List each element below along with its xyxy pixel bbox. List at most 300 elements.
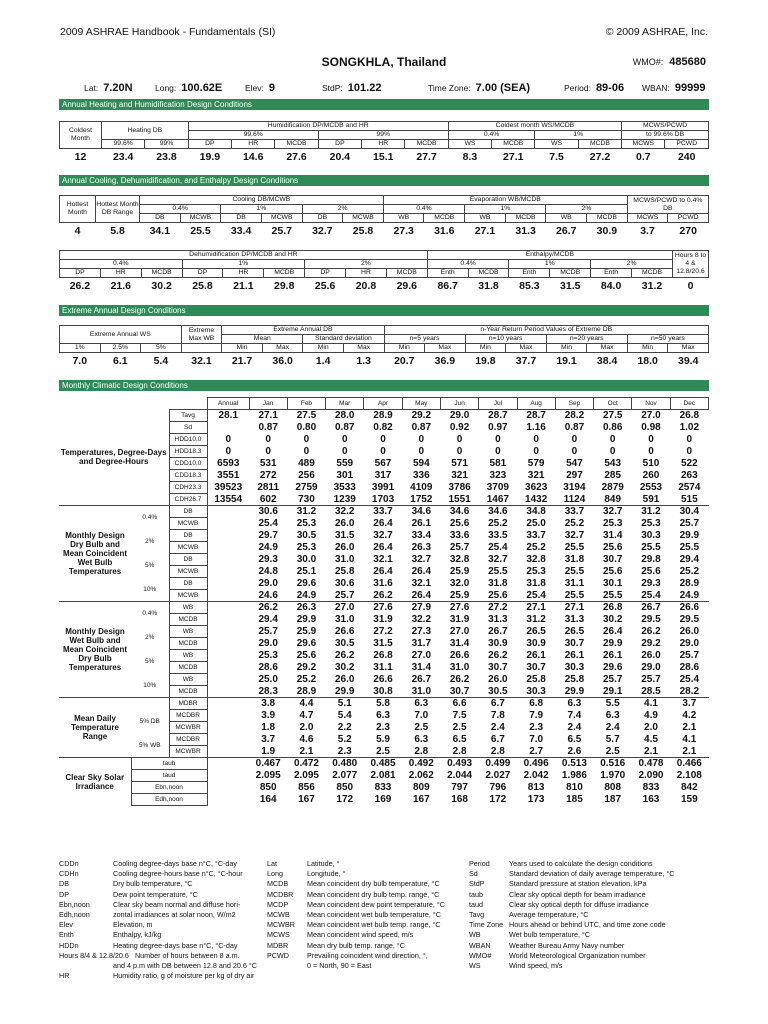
blank xyxy=(207,518,249,530)
monthly-value: 0.87 xyxy=(411,422,432,433)
blank xyxy=(207,674,249,686)
wetbulb-row xyxy=(59,602,709,614)
heating-table xyxy=(59,121,709,166)
hcol: Heating DB xyxy=(102,122,189,140)
monthly-value: 2574 xyxy=(678,482,701,493)
hcol: 0.4% xyxy=(60,260,183,269)
subheader-cell: MCDB xyxy=(264,269,305,278)
monthly-value: 26.3 xyxy=(411,542,432,553)
blank xyxy=(207,530,249,542)
monthly-value: 25.4 xyxy=(679,674,700,685)
annual-value: 0 xyxy=(225,434,232,445)
monthly-value: 547 xyxy=(566,458,583,469)
blank xyxy=(207,734,249,746)
monthly-value: 26.2 xyxy=(335,650,355,661)
legend-description: Weather Bureau Army Navy number xyxy=(509,940,625,950)
value-cell: 36.0 xyxy=(272,355,293,367)
monthly-value: 531 xyxy=(259,458,277,469)
monthly-value: 159 xyxy=(680,794,698,805)
monthly-value: 27.1 xyxy=(526,602,546,614)
monthly-value: 31.2 xyxy=(526,614,546,625)
subheader-cell: 5% xyxy=(141,344,182,353)
subheader-cell: MCDB xyxy=(505,214,546,223)
monthly-value: 26.0 xyxy=(335,674,355,685)
monthly-value: 26.3 xyxy=(296,602,317,614)
value-cell: 27.6 xyxy=(286,151,307,163)
blank xyxy=(207,506,249,518)
row-label: taub xyxy=(131,758,207,770)
legend-key: taub xyxy=(469,889,483,899)
legend-key: Time Zone xyxy=(469,920,504,930)
monthly-value: 28.7 xyxy=(526,410,546,422)
legend-entry xyxy=(59,859,257,869)
blank xyxy=(207,602,249,614)
monthly-value: 0 xyxy=(380,434,386,445)
row-label: Ebn,noon xyxy=(131,782,207,794)
legend-description: Wind speed, m/s xyxy=(509,961,563,971)
monthly-value: 25.6 xyxy=(602,566,623,577)
percentile-header: 2% xyxy=(546,205,627,214)
monthly-value: 25.9 xyxy=(449,566,470,577)
range-row xyxy=(59,698,709,710)
monthly-value: 321 xyxy=(451,470,468,481)
monthly-value: 1432 xyxy=(525,493,548,505)
monthly-value: 26.1 xyxy=(564,650,585,661)
period: Period: 89-06 xyxy=(564,82,625,94)
monthly-value: 809 xyxy=(412,782,430,793)
legend-key: Lat xyxy=(267,859,277,868)
monthly-value: 29.0 xyxy=(258,638,278,649)
legend-key: Edh,noon xyxy=(59,910,90,920)
monthly-value: 0 xyxy=(609,434,616,445)
monthly-value: 850 xyxy=(259,782,277,793)
monthly-value: 0.485 xyxy=(370,758,396,770)
drybulb-row xyxy=(59,578,709,590)
wetbulb-row xyxy=(59,650,709,662)
monthly-value: 32.7 xyxy=(564,530,585,541)
subheader-cell: Max xyxy=(262,344,303,353)
monthly-value: 0 xyxy=(456,434,463,445)
monthly-value: 31.3 xyxy=(488,614,508,625)
row-label: DB xyxy=(169,506,207,518)
monthly-value: 25.7 xyxy=(641,674,661,685)
value-cell: 37.7 xyxy=(515,355,537,367)
value-cell: 32.1 xyxy=(191,355,212,367)
annual-value: 6593 xyxy=(217,458,240,469)
value-cell: 27.3 xyxy=(393,225,414,237)
monthly-value: 30.3 xyxy=(526,685,546,697)
hcol: Coldest month WS/MCDB xyxy=(448,122,621,131)
subheader-cell: MCDB xyxy=(578,140,621,149)
subheader-cell: Min xyxy=(546,344,587,353)
hcol: 1% xyxy=(182,260,305,269)
monthly-value: 25.3 xyxy=(602,518,623,529)
monthly-value: 26.4 xyxy=(373,566,393,577)
subheader-cell: DB xyxy=(140,214,181,223)
monthly-value: 31.2 xyxy=(296,506,317,518)
subheader-cell: Max xyxy=(587,344,628,353)
percentile-label: 5% WB xyxy=(138,741,161,749)
monthly-value: 26.1 xyxy=(411,518,432,529)
monthly-value: 1.986 xyxy=(561,770,587,781)
monthly-value: 797 xyxy=(451,782,468,793)
value-cell: 0 xyxy=(687,280,694,292)
monthly-value: 30.7 xyxy=(564,638,585,649)
monthly-value: 25.4 xyxy=(526,589,546,601)
subheader-cell: PCWD xyxy=(665,140,709,149)
monthly-value: 0.97 xyxy=(488,422,508,433)
monthly-value: 297 xyxy=(566,470,583,481)
value-cell: 240 xyxy=(677,151,696,163)
monthly-value: 27.6 xyxy=(449,602,470,614)
monthly-value: 26.7 xyxy=(488,626,508,637)
monthly-value: 172 xyxy=(489,794,507,805)
legend-entry xyxy=(469,941,675,951)
legend-entry xyxy=(59,930,257,940)
legend-key: HR xyxy=(59,971,70,981)
monthly-value: 522 xyxy=(680,458,698,469)
month-label: Jul xyxy=(479,398,517,410)
subheader-cell: 2.5% xyxy=(100,344,141,353)
monthly-value: 29.2 xyxy=(296,662,317,673)
hcol: Extreme Max WB xyxy=(181,326,222,344)
subheader-cell: Min xyxy=(384,344,425,353)
hcol: Evaporation WB/MCDB xyxy=(383,196,627,205)
monthly-value: 1551 xyxy=(448,493,471,505)
dehum-table xyxy=(59,250,709,295)
legend-entry xyxy=(267,900,445,910)
monthly-value: 26.2 xyxy=(449,674,470,685)
value-cell: 26.7 xyxy=(556,225,577,237)
monthly-value: 321 xyxy=(527,470,545,481)
monthly-value: 29.8 xyxy=(641,554,661,565)
monthly-value: 1.9 xyxy=(261,745,276,757)
month-label: May xyxy=(402,398,440,410)
monthly-value: 6.7 xyxy=(490,698,505,710)
monthly-value: 26.0 xyxy=(679,626,700,637)
monthly-value: 26.8 xyxy=(602,602,623,614)
monthly-value: 0.499 xyxy=(485,758,511,770)
subheader-cell: WS xyxy=(535,140,578,149)
monthly-value: 26.4 xyxy=(411,589,432,601)
monthly-value: 813 xyxy=(527,782,545,793)
value-cell: 19.9 xyxy=(199,151,221,163)
monthly-value: 27.5 xyxy=(296,410,317,422)
blank xyxy=(207,590,249,602)
monthly-value: 27.0 xyxy=(335,602,355,614)
monthly-value: 0.472 xyxy=(293,758,319,770)
legend-description: Wet bulb temperature, °C xyxy=(509,930,591,940)
legend-description: Clear sky optical depth for diffuse irradiance xyxy=(509,899,649,909)
monthly-value: 29.9 xyxy=(335,685,355,697)
monthly-value: 2.5 xyxy=(414,722,429,733)
hcol: Enthalpy/MCDB xyxy=(427,251,672,260)
monthly-value: 0 xyxy=(571,446,578,457)
blank xyxy=(59,398,207,410)
monthly-value: 1239 xyxy=(333,493,356,505)
lat: Lat: 7.20N xyxy=(84,82,133,94)
value-cell: 20.8 xyxy=(355,280,377,292)
subheader-cell: DP xyxy=(60,269,101,278)
row-label: taud xyxy=(131,770,207,782)
monthly-value: 30.2 xyxy=(602,614,623,625)
monthly-value: 2.3 xyxy=(376,722,390,733)
row-label: WB xyxy=(169,650,207,662)
legend-description: Clear sky optical depth for beam irradiance xyxy=(509,889,646,899)
monthly-value: 25.7 xyxy=(679,518,700,529)
monthly-value: 28.9 xyxy=(373,410,393,422)
monthly-value: 1703 xyxy=(371,493,395,505)
monthly-value: 260 xyxy=(642,470,660,481)
monthly-value: 730 xyxy=(298,493,315,505)
subheader-cell: HR xyxy=(223,269,264,278)
subheader-cell: 99% xyxy=(145,140,188,149)
hcol: 1% xyxy=(535,131,622,140)
monthly-value: 27.1 xyxy=(564,602,585,614)
monthly-value: 25.1 xyxy=(296,566,317,577)
subheader-cell: DB xyxy=(302,214,343,223)
blank xyxy=(207,710,249,722)
percentile-header: 0.4% xyxy=(383,205,464,214)
hcol: Dehumidification DP/MCDB and HR xyxy=(60,251,428,260)
legend-key: WBAN xyxy=(469,940,491,950)
monthly-value: 27.9 xyxy=(411,602,432,614)
monthly-value: 29.6 xyxy=(602,662,623,673)
dehum-subheaders xyxy=(60,269,709,278)
monthly-value: 30.9 xyxy=(526,638,546,649)
row-label: MCDBR xyxy=(169,710,207,722)
monthly-value: 6.8 xyxy=(529,698,544,710)
monthly-value: 4109 xyxy=(410,482,433,493)
monthly-value: 3.9 xyxy=(261,710,276,721)
monthly-value: 31.7 xyxy=(411,638,432,649)
monthly-value: 31.0 xyxy=(335,554,355,565)
monthly-value: 510 xyxy=(642,458,660,469)
monthly-value: 2.042 xyxy=(523,770,549,781)
blank xyxy=(207,686,249,698)
hcol: Extreme Annual WS xyxy=(60,326,182,344)
subheader-cell: Min xyxy=(465,344,506,353)
monthly-value: 301 xyxy=(336,470,354,481)
legend-description: Mean coincident wet bulb temperature, °C xyxy=(307,910,441,920)
value-cell: 27.1 xyxy=(503,151,524,163)
value-cell: 1.3 xyxy=(356,355,372,367)
monthly-value: 6.3 xyxy=(414,698,429,710)
monthly-value: 856 xyxy=(298,782,315,793)
drybulb-group-label: Monthly Design Dry Bulb and Mean Coincident Wet Bulb Temperatures xyxy=(62,531,127,576)
legend-description: Clear sky beam normal and diffuse hori- xyxy=(113,899,241,909)
monthly-value: 0.480 xyxy=(332,758,358,770)
blank xyxy=(207,554,249,566)
monthly-section-bar: Monthly Climatic Design Conditions xyxy=(59,380,709,391)
subheader-cell: HR xyxy=(362,140,405,149)
value-cell: 4 xyxy=(74,225,81,237)
legend-entry xyxy=(59,920,257,930)
copyright: © 2009 ASHRAE, Inc. xyxy=(605,26,708,38)
value-cell: 36.9 xyxy=(434,355,456,367)
legend-key: CDDn xyxy=(59,859,79,868)
monthly-table xyxy=(59,397,709,806)
monthly-value: 25.8 xyxy=(564,674,585,685)
value-cell: 31.6 xyxy=(434,225,455,237)
annual-value: 28.1 xyxy=(218,410,239,422)
monthly-value: 172 xyxy=(336,794,354,805)
monthly-value: 26.4 xyxy=(411,566,432,577)
monthly-value: 833 xyxy=(642,782,660,793)
value-cell: 39.4 xyxy=(678,355,699,367)
percentile-label: 0.4% xyxy=(142,514,158,522)
legend-description: Enthalpy, kJ/kg xyxy=(113,930,162,940)
monthly-value: 2.062 xyxy=(408,770,434,781)
row-label: MDBR xyxy=(169,698,207,710)
monthly-value: 0 xyxy=(648,434,654,445)
row-label: CDH23.3 xyxy=(169,482,207,494)
blank xyxy=(207,794,249,806)
monthly-value: 796 xyxy=(489,782,507,793)
hcol: Cooling DB/MCWB xyxy=(140,196,384,205)
solar-group-label: Clear Sky Solar Irradiance xyxy=(65,772,125,791)
monthly-value: 842 xyxy=(680,782,698,793)
monthly-value: 28.7 xyxy=(488,410,508,422)
cooling-values xyxy=(60,223,709,241)
monthly-value: 31.0 xyxy=(449,662,470,673)
monthly-value: 0.92 xyxy=(449,422,470,433)
value-cell: 8.3 xyxy=(462,151,478,163)
month-label: Aug xyxy=(517,398,555,410)
monthly-value: 27.0 xyxy=(449,626,470,637)
legend-description: Years used to calculate the design conditions xyxy=(509,859,653,868)
monthly-value: 285 xyxy=(604,470,622,481)
monthly-value: 6.5 xyxy=(567,734,582,745)
monthly-value: 167 xyxy=(298,794,315,805)
monthly-value: 26.4 xyxy=(602,626,623,637)
legend-entry xyxy=(267,869,445,879)
monthly-value: 25.2 xyxy=(679,566,700,577)
subheader-cell: Min xyxy=(627,344,668,353)
monthly-value: 0.80 xyxy=(296,422,317,433)
legend-entry xyxy=(59,961,257,971)
monthly-value: 30.5 xyxy=(296,530,317,541)
monthly-value: 31.8 xyxy=(488,578,508,589)
legend-key: MCDBR xyxy=(267,889,294,899)
legend-entry xyxy=(267,910,445,920)
value-cell: 270 xyxy=(679,225,697,237)
value-cell: 31.5 xyxy=(560,280,581,292)
legend-key: WS xyxy=(469,961,481,971)
blank xyxy=(207,746,249,758)
monthly-value: 833 xyxy=(374,782,392,793)
subheader-cell: WB xyxy=(465,214,506,223)
month-label: Feb xyxy=(287,398,325,410)
monthly-value: 24.6 xyxy=(258,589,278,601)
monthly-value: 5.5 xyxy=(605,698,620,710)
legend-key xyxy=(59,961,113,971)
blank xyxy=(207,650,249,662)
monthly-value: 4.2 xyxy=(682,710,697,721)
hcol: Humidification DP/MCDB and HR xyxy=(188,122,448,131)
monthly-value: 2.044 xyxy=(447,770,473,781)
monthly-value: 808 xyxy=(604,782,622,793)
monthly-value: 6.3 xyxy=(567,698,582,710)
month-label: Jan xyxy=(249,398,287,410)
hcol: n=10 years xyxy=(465,335,546,344)
monthly-value: 30.2 xyxy=(335,662,355,673)
hcol: n-Year Return Period Values of Extreme DB xyxy=(384,326,709,335)
legend-key: MCDP xyxy=(267,899,289,909)
monthly-value: 0 xyxy=(265,446,271,457)
monthly-value: 3623 xyxy=(525,482,548,493)
monthly-value: 810 xyxy=(566,782,583,793)
blank xyxy=(207,662,249,674)
value-cell: 85.3 xyxy=(519,280,540,292)
monthly-value: 3194 xyxy=(563,482,586,493)
monthly-value: 26.0 xyxy=(335,542,355,553)
monthly-value: 33.6 xyxy=(449,530,470,541)
monthly-value: 32.2 xyxy=(335,506,355,518)
monthly-value: 6.3 xyxy=(605,710,620,721)
monthly-value: 0 xyxy=(380,446,386,457)
monthly-value: 26.0 xyxy=(488,674,508,685)
monthly-value: 185 xyxy=(566,794,583,805)
value-cell: 27.1 xyxy=(474,225,496,237)
monthly-value: 0 xyxy=(341,446,348,457)
value-cell: 19.8 xyxy=(475,355,496,367)
monthly-value: 25.5 xyxy=(679,542,700,553)
blank xyxy=(207,566,249,578)
value-cell: 3.7 xyxy=(640,225,655,237)
hcol: 0.4% xyxy=(448,131,535,140)
monthly-value: 29.1 xyxy=(602,685,623,697)
monthly-value: 25.7 xyxy=(258,626,278,637)
hcol: Hottest Month xyxy=(60,196,96,223)
wetbulb-group-label: Monthly Design Wet Bulb and Mean Coincident Dry Bulb Temperatures xyxy=(62,627,127,672)
monthly-value: 29.3 xyxy=(641,578,661,589)
monthly-value: 29.9 xyxy=(564,685,585,697)
hcol: Coldest Month xyxy=(60,122,102,149)
legend-description: 0 = North, 90 = East xyxy=(307,961,372,971)
monthly-value: 25.7 xyxy=(449,542,470,553)
row-label: DB xyxy=(169,530,207,542)
solar-row xyxy=(59,782,709,794)
monthly-value: 0 xyxy=(533,434,539,445)
monthly-value: 2.5 xyxy=(605,745,620,757)
blank xyxy=(207,758,249,770)
legend-entry xyxy=(59,910,257,920)
monthly-value: 6.6 xyxy=(452,698,467,710)
range-row xyxy=(59,734,709,746)
monthly-value: 31.0 xyxy=(335,614,355,625)
legend-key: DP xyxy=(59,889,69,899)
value-cell: 25.7 xyxy=(271,225,292,237)
legend-description: Heating degree-days base n°C, °C-day xyxy=(113,940,238,950)
legend-description: Standard pressure at station elevation, kPa xyxy=(509,879,647,889)
value-cell: 21.1 xyxy=(233,280,254,292)
monthly-value: 2811 xyxy=(257,482,280,493)
percentile-label: 5% xyxy=(145,658,155,665)
value-cell: 25.8 xyxy=(352,225,374,237)
percentile-header: 1% xyxy=(221,205,302,214)
row-label: HDD18.3 xyxy=(169,446,207,458)
monthly-value: 272 xyxy=(259,470,277,481)
monthly-value: 5.9 xyxy=(376,734,390,745)
monthly-value: 0.516 xyxy=(600,758,626,770)
percentile-label: 10% xyxy=(143,585,157,593)
legend-col2 xyxy=(267,859,445,971)
percentile-label: 5% DB xyxy=(139,718,160,725)
blank xyxy=(207,614,249,626)
blank xyxy=(207,782,249,794)
monthly-value: 336 xyxy=(412,470,430,481)
